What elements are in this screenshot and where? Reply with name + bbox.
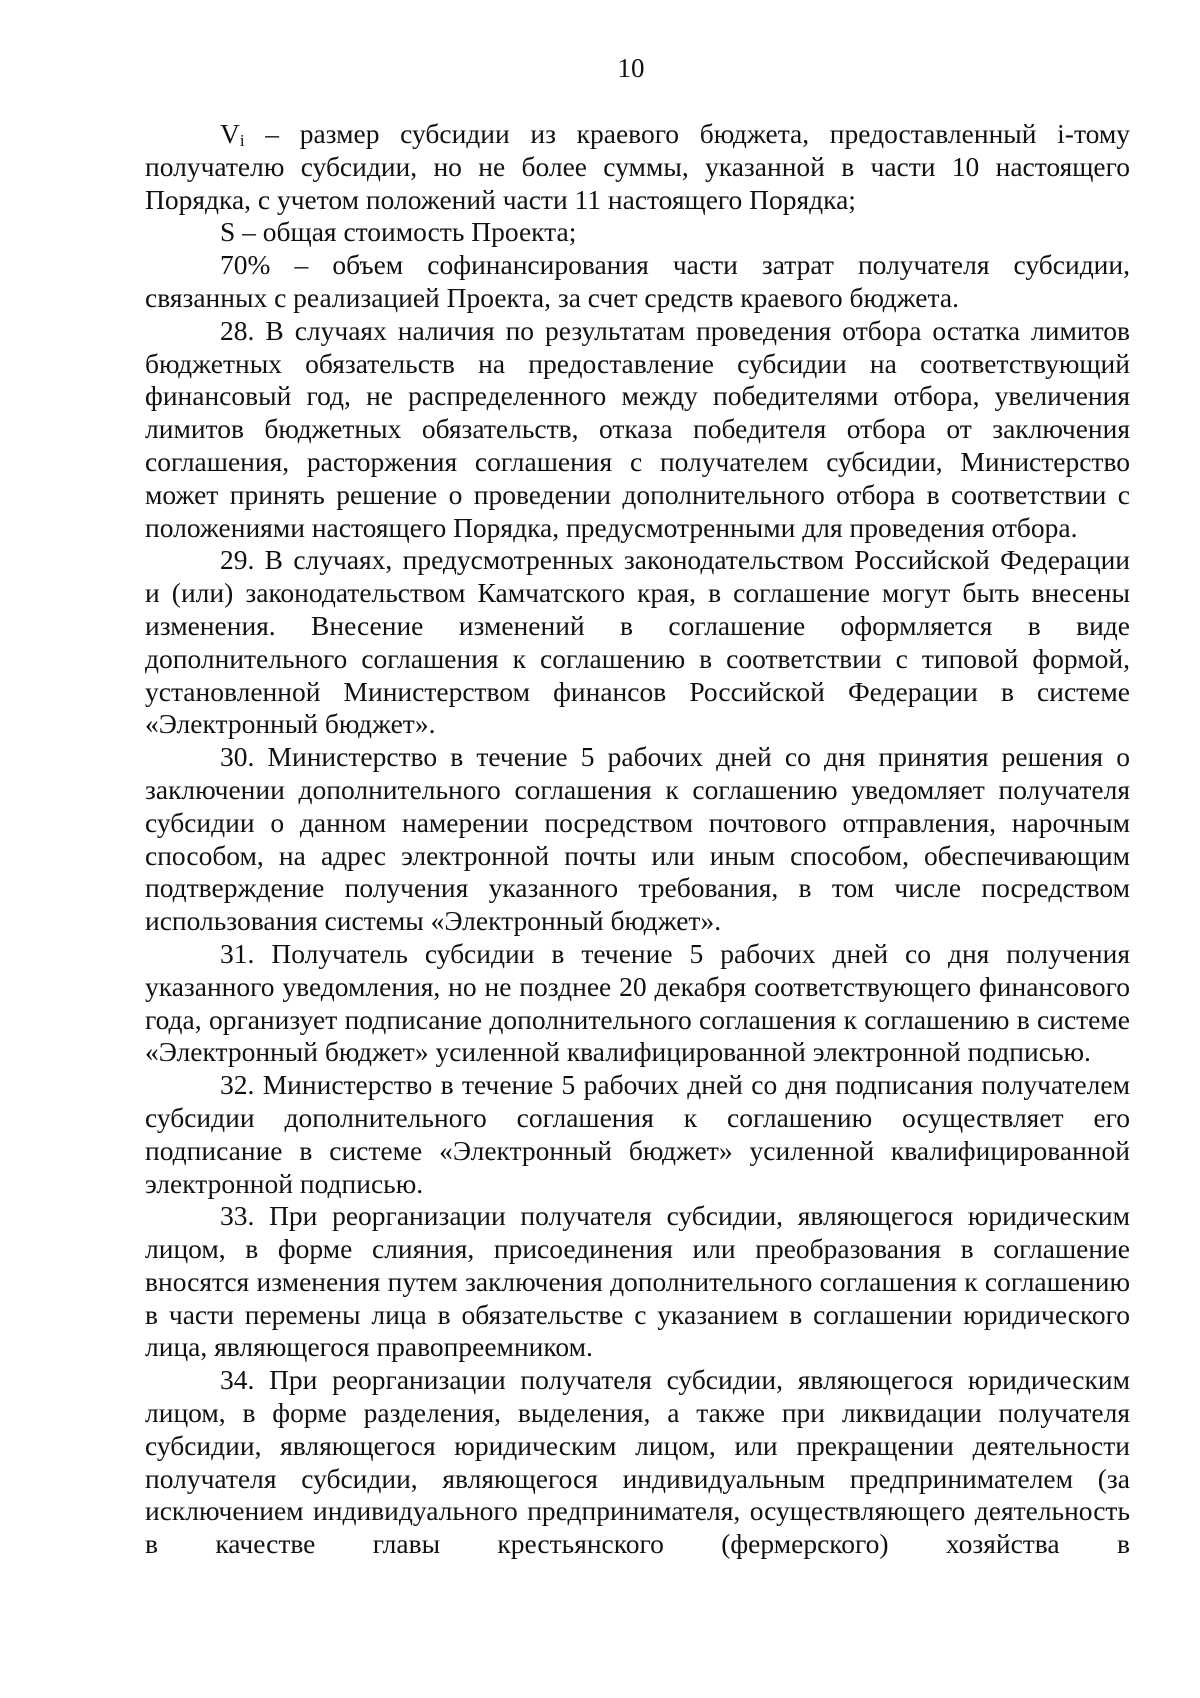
paragraph-formula-variable-s: S – общая стоимость Проекта; — [220, 216, 577, 248]
paragraph-formula-variable-v — [145, 118, 1130, 216]
formula-symbol: V — [220, 118, 240, 149]
paragraph-34: 34. При реорганизации получателя субсидии, являющегося юридическим лицом, в форме разделения, выделения, а также при ликвидации получателя субсидии, являющегося юридическим лицом, или прекращении деятельности получателя субсидии, являющегося индивидуальным предпринимателем (за исключением индивидуального предпринимателя, осуществляющего деятельность в качестве главы крестьянского (фермерского) хозяйства в — [145, 1364, 1130, 1560]
paragraph-30: 30. Министерство в течение 5 рабочих дней со дня принятия решения о заключении дополнительного соглашения к соглашению уведомляет получателя субсидии о данном намерении посредством почтового отправления, нарочным способом, на адрес электронной почты или иным способом, обеспечивающим подтверждение получения указанного требования, в том числе посредством использования системы «Электронный бюджет». — [145, 741, 1130, 937]
document-body — [145, 118, 1130, 1561]
formula-definition-start: – размер субсидии из краевого бюджета, предоставленный i-тому — [244, 118, 1130, 149]
formula-variable-first-line — [145, 118, 1130, 151]
paragraph-33: 33. При реорганизации получателя субсидии, являющегося юридическим лицом, в форме слияния, присоединения или преобразования в соглашение вносятся изменения путем заключения дополнительного соглашения к соглашению в части перемены лица в обязательстве с указанием в соглашении юридического лица, являющегося правопреемником. — [145, 1200, 1130, 1363]
paragraph-28: 28. В случаях наличия по результатам проведения отбора остатка лимитов бюджетных обязательств на предоставление субсидии на соответствующий финансовый год, не распределенного между победителями отбора, увеличения лимитов бюджетных обязательств, отказа победителя отбора от заключения соглашения, расторжения соглашения с получателем субсидии, Министерство может принять решение о проведении дополнительного отбора в соответствии с положениями настоящего Порядка, предусмотренными для проведения отбора. — [145, 314, 1130, 543]
formula-definition-continuation: получателю субсидии, но не более суммы, указанной в части 10 настоящего Порядка, с учетом положений части 11 настоящего Порядка; — [145, 150, 1130, 215]
paragraph-29: 29. В случаях, предусмотренных законодательством Российской Федерации и (или) законодательством Камчатского края, в соглашение могут быть внесены изменения. Внесение изменений в соглашение оформляется в виде дополнительного соглашения к соглашению в соответствии с типовой формой, установленной Министерством финансов Российской Федерации в системе «Электронный бюджет». — [145, 544, 1130, 740]
page-number: 10 — [617, 53, 645, 83]
paragraph-32: 32. Министерство в течение 5 рабочих дней со дня подписания получателем субсидии дополнительного соглашения к соглашению осуществляет его подписание в системе «Электронный бюджет» усиленной квалифицированной электронной подписью. — [145, 1069, 1130, 1199]
formula-subscript: i — [239, 131, 245, 150]
paragraph-formula-variable-70: 70% – объем софинансирования части затрат получателя субсидии, связанных с реализацией Проекта, за счет средств краевого бюджета. — [145, 249, 1130, 313]
paragraph-31: 31. Получатель субсидии в течение 5 рабочих дней со дня получения указанного уведомления, но не позднее 20 декабря соответствующего финансового года, организует подписание дополнительного соглашения к соглашению в системе «Электронный бюджет» усиленной квалифицированной электронной подписью. — [145, 937, 1130, 1068]
